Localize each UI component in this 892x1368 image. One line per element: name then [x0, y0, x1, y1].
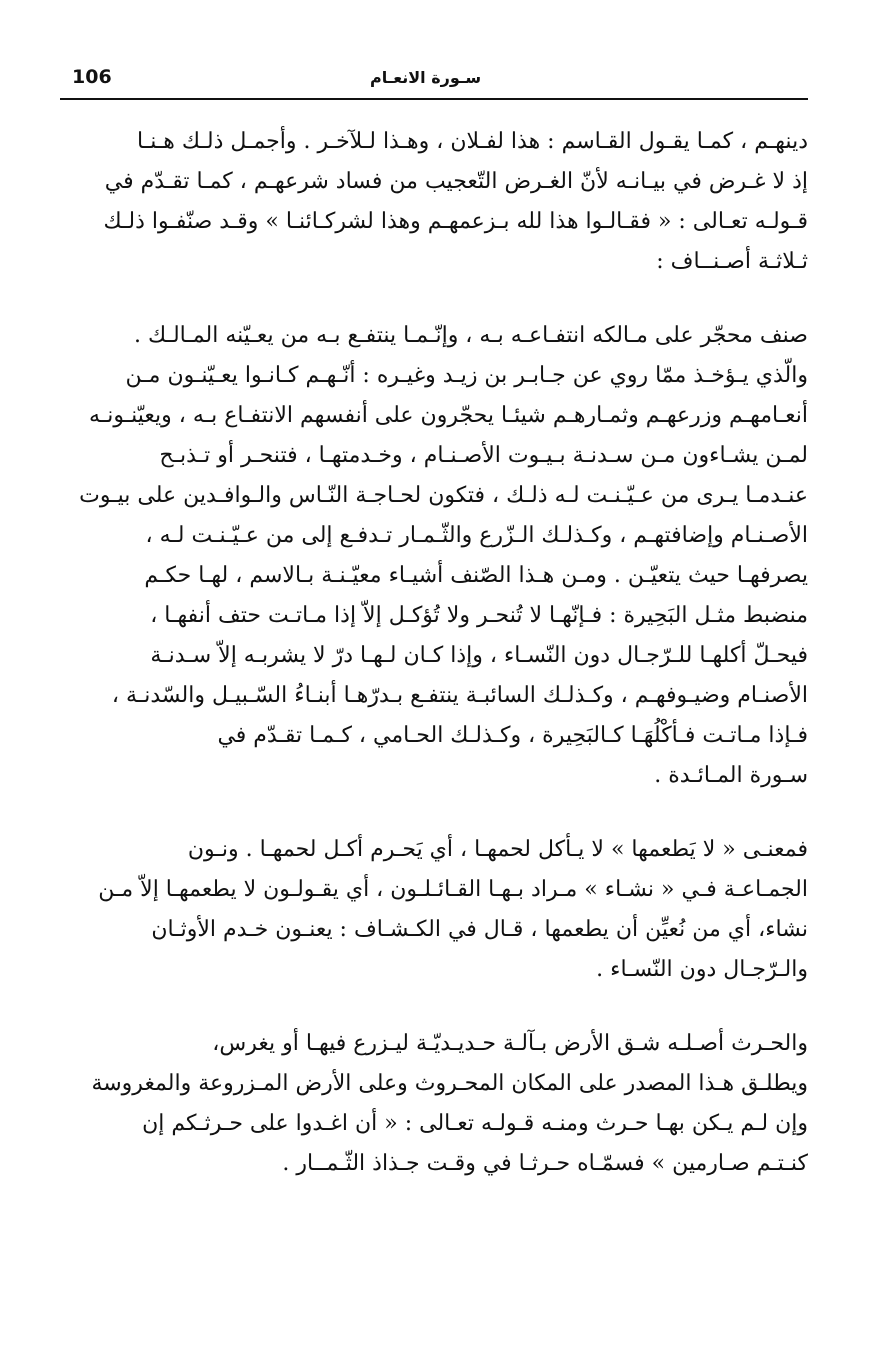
text-line: الأصنـام وضيـوفهـم ، وكـذلـك السائبـة ينتفـع بـدرّهـا أبنـاءُ السّـبيـل والسّدنـة ، [111, 683, 808, 708]
running-title: سـورة الانعـام [370, 68, 482, 87]
text-line: يصرفهـا حيث يتعيّـن . ومـن هـذا الصّنف أشيـاء معيّـنـة بـالاسم ، لهـا حكـم [144, 563, 808, 588]
text-line: أنعـامهـم وزرعهـم وثمـارهـم شيئـا يحجّرون على أنفسهم الانتفـاع بـه ، ويعيّنـونـه [88, 403, 808, 428]
text-line: سـورة المـائـدة . [654, 763, 808, 788]
page-body [60, 122, 808, 1218]
text-line: ويطلـق هـذا المصدر على المكان المحـروث وعلى الأرض المـزروعة والمغروسة [91, 1071, 808, 1096]
text-line: والحـرث أصـلـه شـق الأرض بـآلـة حـديـديّـة ليـزرع فيهـا أو يغرس، [212, 1031, 808, 1056]
text-line: وإن لـم يـكن بهـا حـرث ومنـه قـولـه تعـالى : « أن اغـدوا على حـرثـكم إن [142, 1111, 808, 1136]
text-line: فيحـلّ أكلهـا للـرّجـال دون النّسـاء ، وإذا كـان لـهـا درّ لا يشربـه إلاّ سـدنـة [150, 643, 808, 668]
text-line: دينهـم ، كمـا يقـول القـاسم : هذا لفـلان ، وهـذا لـلآخـر . وأجمـل ذلـك هـنـا [137, 129, 808, 154]
page-number: 106 [72, 66, 112, 88]
text-line: ثـلاثـة أصـنــاف : [656, 249, 808, 274]
paragraph [60, 830, 808, 990]
text-line: إذ لا غـرض في بيـانـه لأنّ الغـرض التّعجيب من فساد شرعهـم ، كمـا تقـدّم في [104, 169, 808, 194]
paragraph [60, 1024, 808, 1184]
text-line: عنـدمـا يـرى من عـيّـنـت لـه ذلـك ، فتكون لحـاجـة النّـاس والـوافـدين على بيـوت [79, 483, 808, 508]
text-line: الجمـاعـة فـي « نشـاء » مـراد بـهـا القـائـلـون ، أي يقـولـون لا يطعمهـا إلاّ مـن [98, 877, 808, 902]
text-line: نشاء، أي من نُعيِّن أن يطعمها ، قـال في الكـشـاف : يعنـون خـدم الأوثـان [151, 917, 808, 942]
text-line: لمـن يشـاءون مـن سـدنـة بـيـوت الأصـنـام ، وخـدمتهـا ، فتنحـر أو تـذبـح [159, 443, 808, 468]
text-line: والّذي يـؤخـذ ممّا روي عن جـابـر بن زيـد وغيـره : أنّـهـم كـانـوا يعـيّنـون مـن [125, 363, 808, 388]
text-line: والـرّجـال دون النّسـاء . [596, 957, 808, 982]
text-line: فـإذا مـاتـت فـأكْلُهَـا كـالبَحِيرة ، وكـذلـك الحـامي ، كـمـا تقـدّم في [217, 723, 808, 748]
text-line: منضبط مثـل البَحِيرة : فـإنّهـا لا تُنحـر ولا تُؤكـل إلاّ إذا مـاتـت حتف أنفهـا ، [150, 603, 808, 628]
paragraph [60, 122, 808, 282]
page-header [60, 62, 808, 100]
text-line: صنف محجّر على مـالكه انتفـاعـه بـه ، وإنّـمـا ينتفـع بـه من يعـيّنه المـالـك . [133, 323, 808, 348]
text-line: فمعنـى « لا يَطعمها » لا يـأكل لحمهـا ، أي يَحـرم أكـل لحمهـا . ونـون [187, 837, 808, 862]
text-line: الأصـنـام وإضافتهـم ، وكـذلـك الـزّرع والثّـمـار تـدفـع إلى من عـيّـنـت لـه ، [145, 523, 808, 548]
text-line: قـولـه تعـالى : « فقـالـوا هذا لله بـزعمهـم وهذا لشركـائنـا » وقـد صنّفـوا ذلـك [103, 209, 808, 234]
paragraph [60, 316, 808, 796]
text-line: كنـتـم صـارمين » فسمّـاه حـرثـا في وقـت جـذاذ الثّـمــار . [282, 1151, 808, 1176]
